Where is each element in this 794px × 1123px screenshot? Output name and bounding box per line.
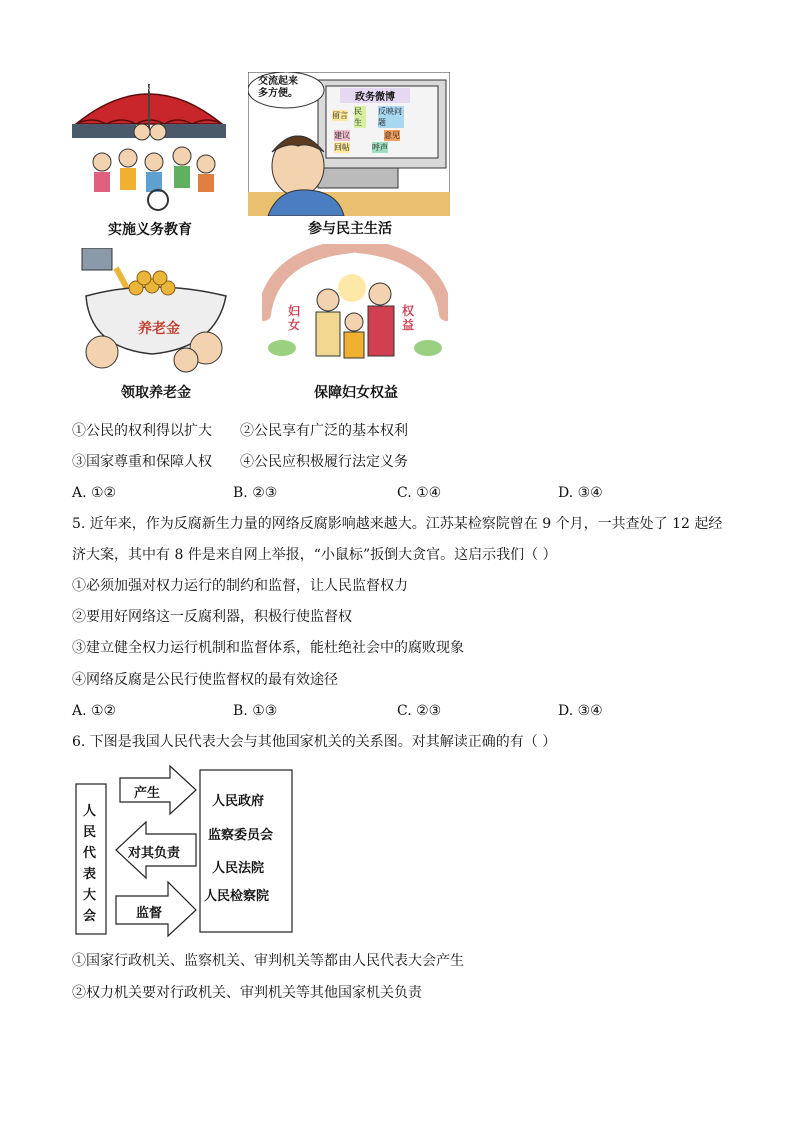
umbrella-label: 义务教育 xyxy=(130,85,167,95)
npc-box-char: 民 xyxy=(83,825,97,840)
organ-procuratorate: 人民检察院 xyxy=(204,889,270,904)
arrow-label-supervise: 监督 xyxy=(136,906,163,921)
q4-option-c[interactable]: C. ①④ xyxy=(397,485,442,501)
q6-statement: ②权力机关要对行政机关、审判机关等其他国家机关负责 xyxy=(72,985,422,1001)
arrow-label-produce: 产生 xyxy=(134,786,161,801)
q4-option-b[interactable]: B. ②③ xyxy=(233,485,278,501)
q6-stem: 6. 下图是我国人民代表大会与其他国家机关的关系图。对其解读正确的有（ ） xyxy=(72,734,557,750)
compulsory-education-illustration xyxy=(72,72,226,214)
q5-stem-line1: 5. 近年来，作为反腐新生力量的网络反腐影响越来越大。江苏某检察院曾在 9 个月，一共查处了 12 起经 xyxy=(72,516,723,532)
q5-statement: ①必须加强对权力运行的制约和监督，让人民监督权力 xyxy=(72,578,408,594)
caption-pension: 领取养老金 xyxy=(121,385,191,401)
democratic-life-illustration xyxy=(248,72,450,216)
organ-court: 人民法院 xyxy=(212,861,265,876)
screen-tag: 建议 xyxy=(334,131,350,140)
q4-statement: ②公民享有广泛的基本权利 xyxy=(240,423,408,439)
womens-rights-illustration xyxy=(262,244,448,374)
q4-option-a[interactable]: A. ①② xyxy=(72,485,117,501)
npc-box-char: 会 xyxy=(83,909,97,924)
screen-tag: 意见 xyxy=(384,131,400,140)
caption-womens-rights: 保障妇女权益 xyxy=(314,385,398,401)
screen-tag: 民生 xyxy=(354,106,366,128)
q5-stem-line2: 济大案，其中有 8 件是来自网上举报，“小鼠标”扳倒大贪官。这启示我们（ ） xyxy=(72,547,557,563)
screen-tag: 留言 xyxy=(332,111,348,120)
pension-illustration xyxy=(76,248,228,376)
q5-statement: ③建立健全权力运行机制和监督体系，能杜绝社会中的腐败现象 xyxy=(72,640,464,656)
organ-government: 人民政府 xyxy=(212,794,265,809)
npc-box-char: 人 xyxy=(83,804,97,819)
q5-statement: ②要用好网络这一反腐利器，积极行使监督权 xyxy=(72,609,352,625)
q5-option-d[interactable]: D. ③④ xyxy=(558,703,603,719)
q5-option-c[interactable]: C. ②③ xyxy=(397,703,442,719)
bowl-label: 养老金 xyxy=(138,321,180,337)
q6-statement: ①国家行政机关、监察机关、审判机关等都由人民代表大会产生 xyxy=(72,953,464,969)
organ-supervision: 监察委员会 xyxy=(208,828,274,843)
q4-statement: ④公民应积极履行法定义务 xyxy=(240,454,408,470)
q5-option-a[interactable]: A. ①② xyxy=(72,703,117,719)
screen-tag: 回帖 xyxy=(334,143,350,152)
npc-box-char: 代 xyxy=(83,846,97,861)
q5-statement: ④网络反腐是公民行使监督权的最有效途径 xyxy=(72,672,338,688)
caption-compulsory-education: 实施义务教育 xyxy=(108,222,192,238)
arrow-label-responsible: 对其负责 xyxy=(128,846,181,861)
caption-democratic-life: 参与民主生活 xyxy=(308,221,392,237)
npc-box-char: 大 xyxy=(83,888,97,903)
screen-tag: 呼声 xyxy=(372,143,388,152)
womens-left-label: 妇女 xyxy=(288,304,301,332)
q4-statement: ①公民的权利得以扩大 xyxy=(72,423,212,439)
screen-title: 政务微博 xyxy=(340,88,410,103)
npc-box-char: 表 xyxy=(83,867,97,882)
speech-bubble-text: 交流起来 多方便。 xyxy=(258,76,298,99)
q5-option-b[interactable]: B. ①③ xyxy=(233,703,278,719)
q4-option-d[interactable]: D. ③④ xyxy=(558,485,603,501)
relationship-diagram xyxy=(72,764,296,938)
q4-statement: ③国家尊重和保障人权 xyxy=(72,454,212,470)
screen-tag: 反映问题 xyxy=(378,107,402,127)
womens-right-label: 权益 xyxy=(402,304,415,332)
